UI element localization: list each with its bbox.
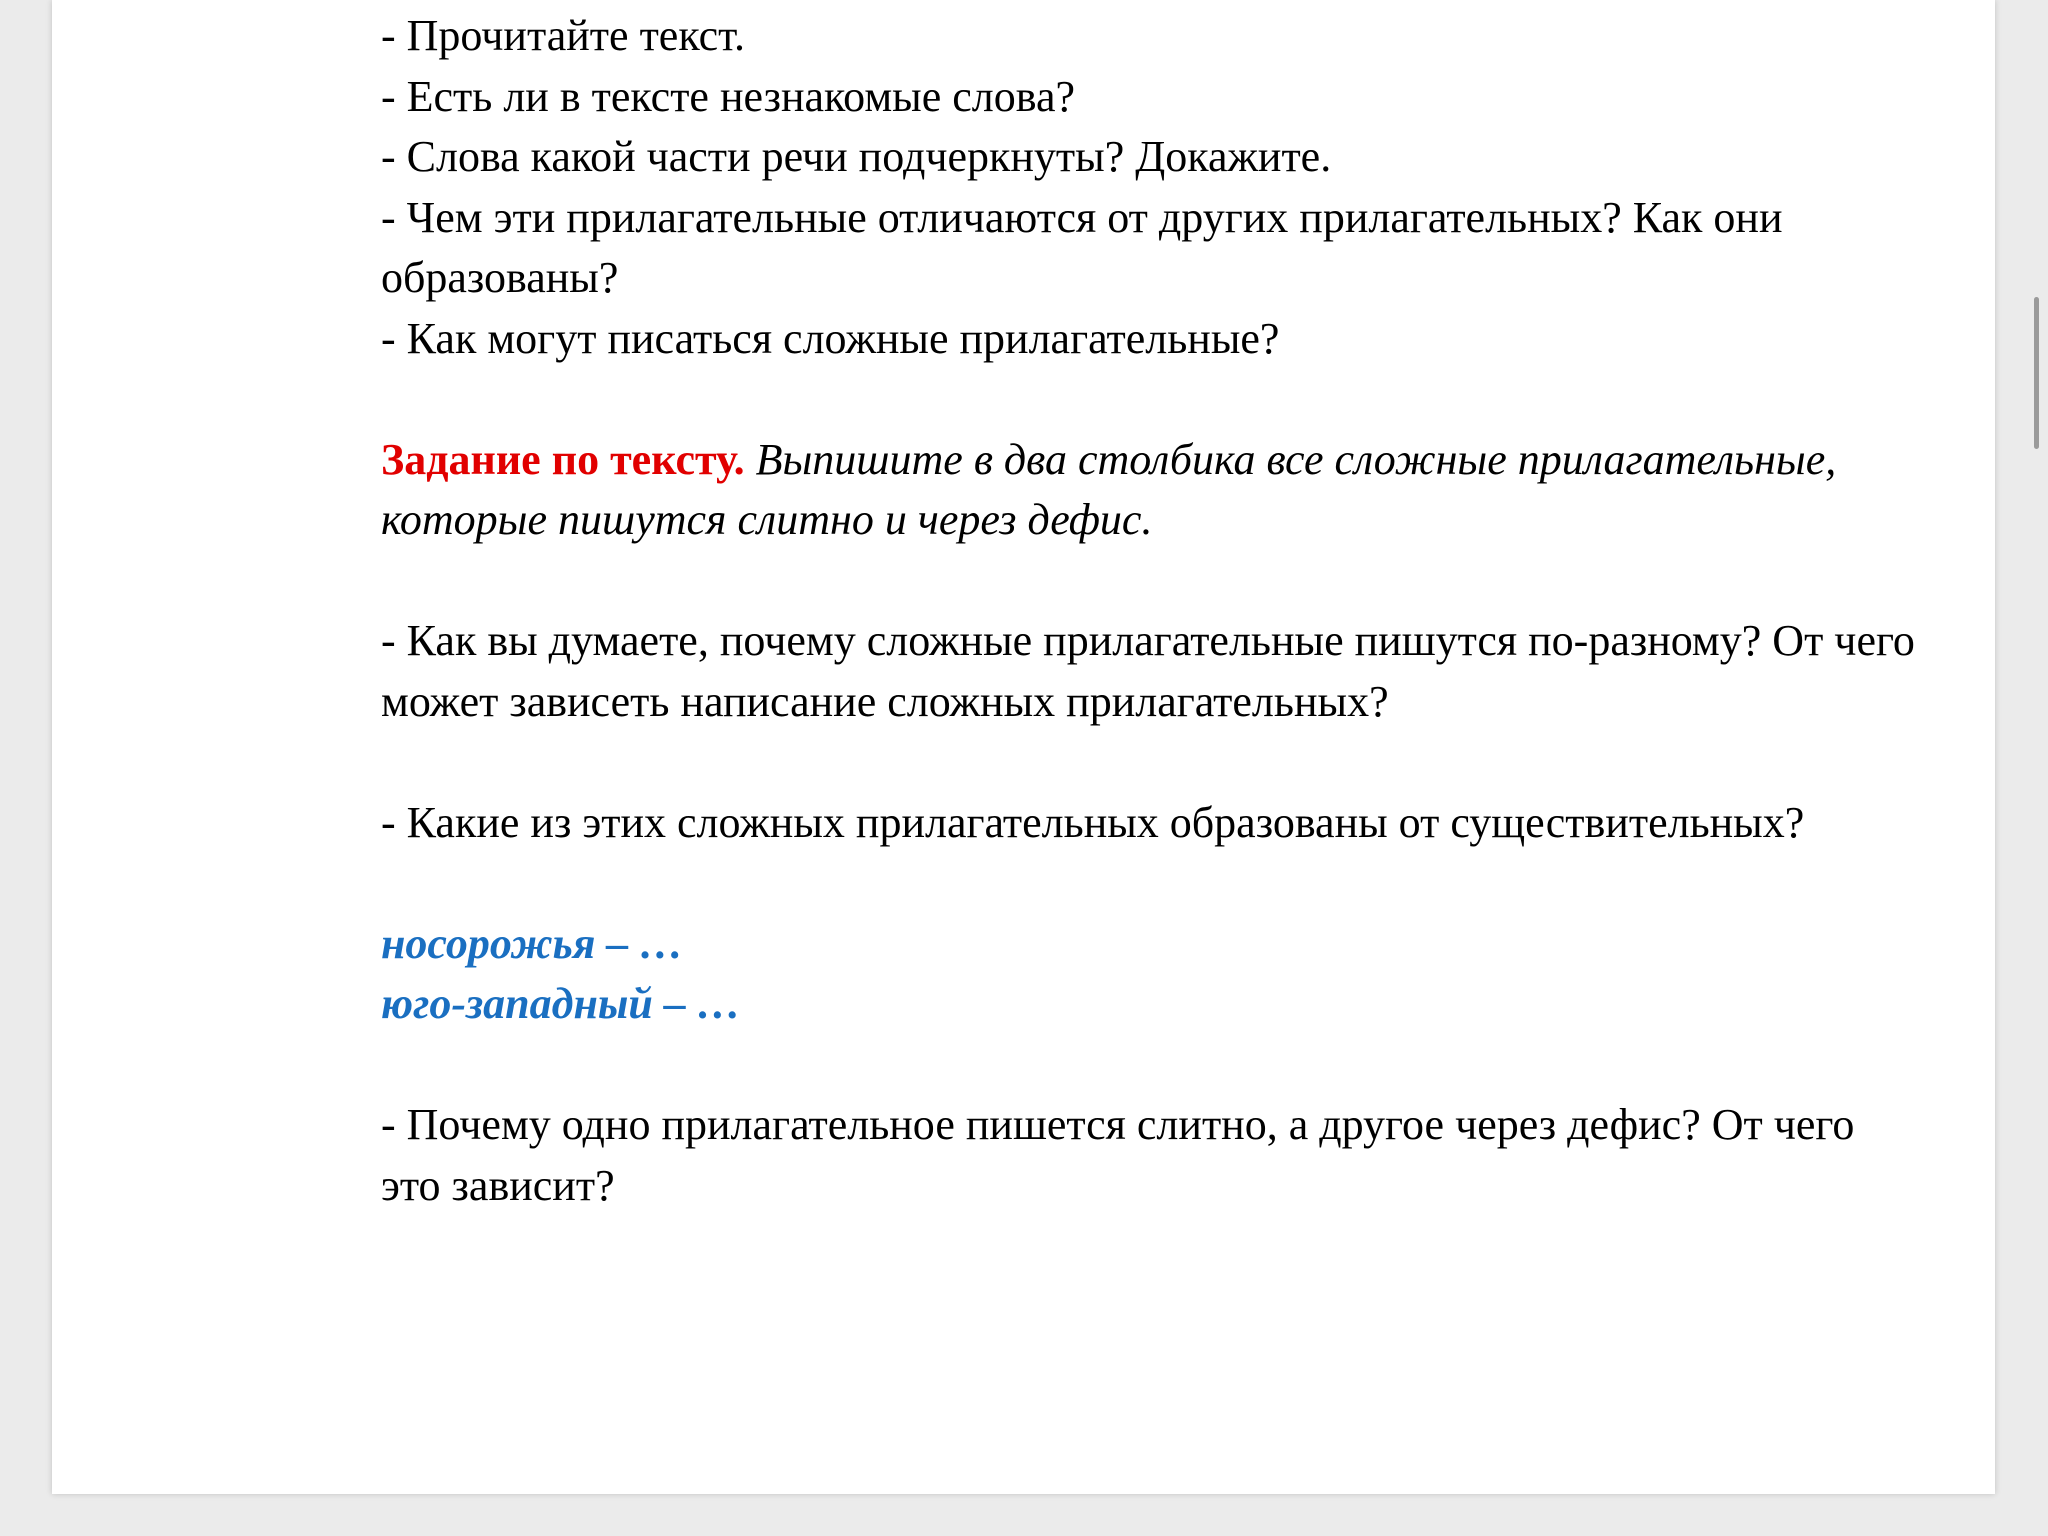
question-final: - Почему одно прилагательное пишется слитно, а другое через дефис? От чего это зависит?	[381, 1100, 1855, 1210]
question-nouns: - Какие из этих сложных прилагательных образованы от существительных?	[381, 797, 1805, 847]
question-how-written: - Как могут писаться сложные прилагательные?	[381, 313, 1280, 363]
document-page	[52, 0, 1995, 1494]
question-difference: - Чем эти прилагательные отличаются от других прилагательных? Как они образованы?	[381, 192, 1783, 302]
task-paragraph	[381, 430, 1921, 551]
scrollbar-thumb[interactable]	[2034, 297, 2039, 449]
spacer	[381, 369, 1921, 430]
spacer	[381, 551, 1921, 612]
task-text: Выпишите в два столбика все сложные прилагательные, которые пишутся слитно и через дефис.	[381, 434, 1837, 544]
spacer	[381, 732, 1921, 793]
document-content	[381, 6, 1921, 1216]
question-spelling: - Как вы думаете, почему сложные прилагательные пишутся по-разному? От чего может зависеть написание сложных прилагательных?	[381, 616, 1915, 726]
spacer	[381, 853, 1921, 914]
task-label: Задание по тексту.	[381, 434, 745, 484]
question-unknown-words: - Есть ли в тексте незнакомые слова?	[381, 71, 1076, 121]
example-word: носорожья – …	[381, 918, 684, 968]
example-word: юго-западный – …	[381, 979, 741, 1028]
spacer	[381, 1035, 1921, 1096]
question-read-text: - Прочитайте текст.	[381, 11, 746, 60]
question-part-of-speech: - Слова какой части речи подчеркнуты? Докажите.	[381, 132, 1332, 181]
